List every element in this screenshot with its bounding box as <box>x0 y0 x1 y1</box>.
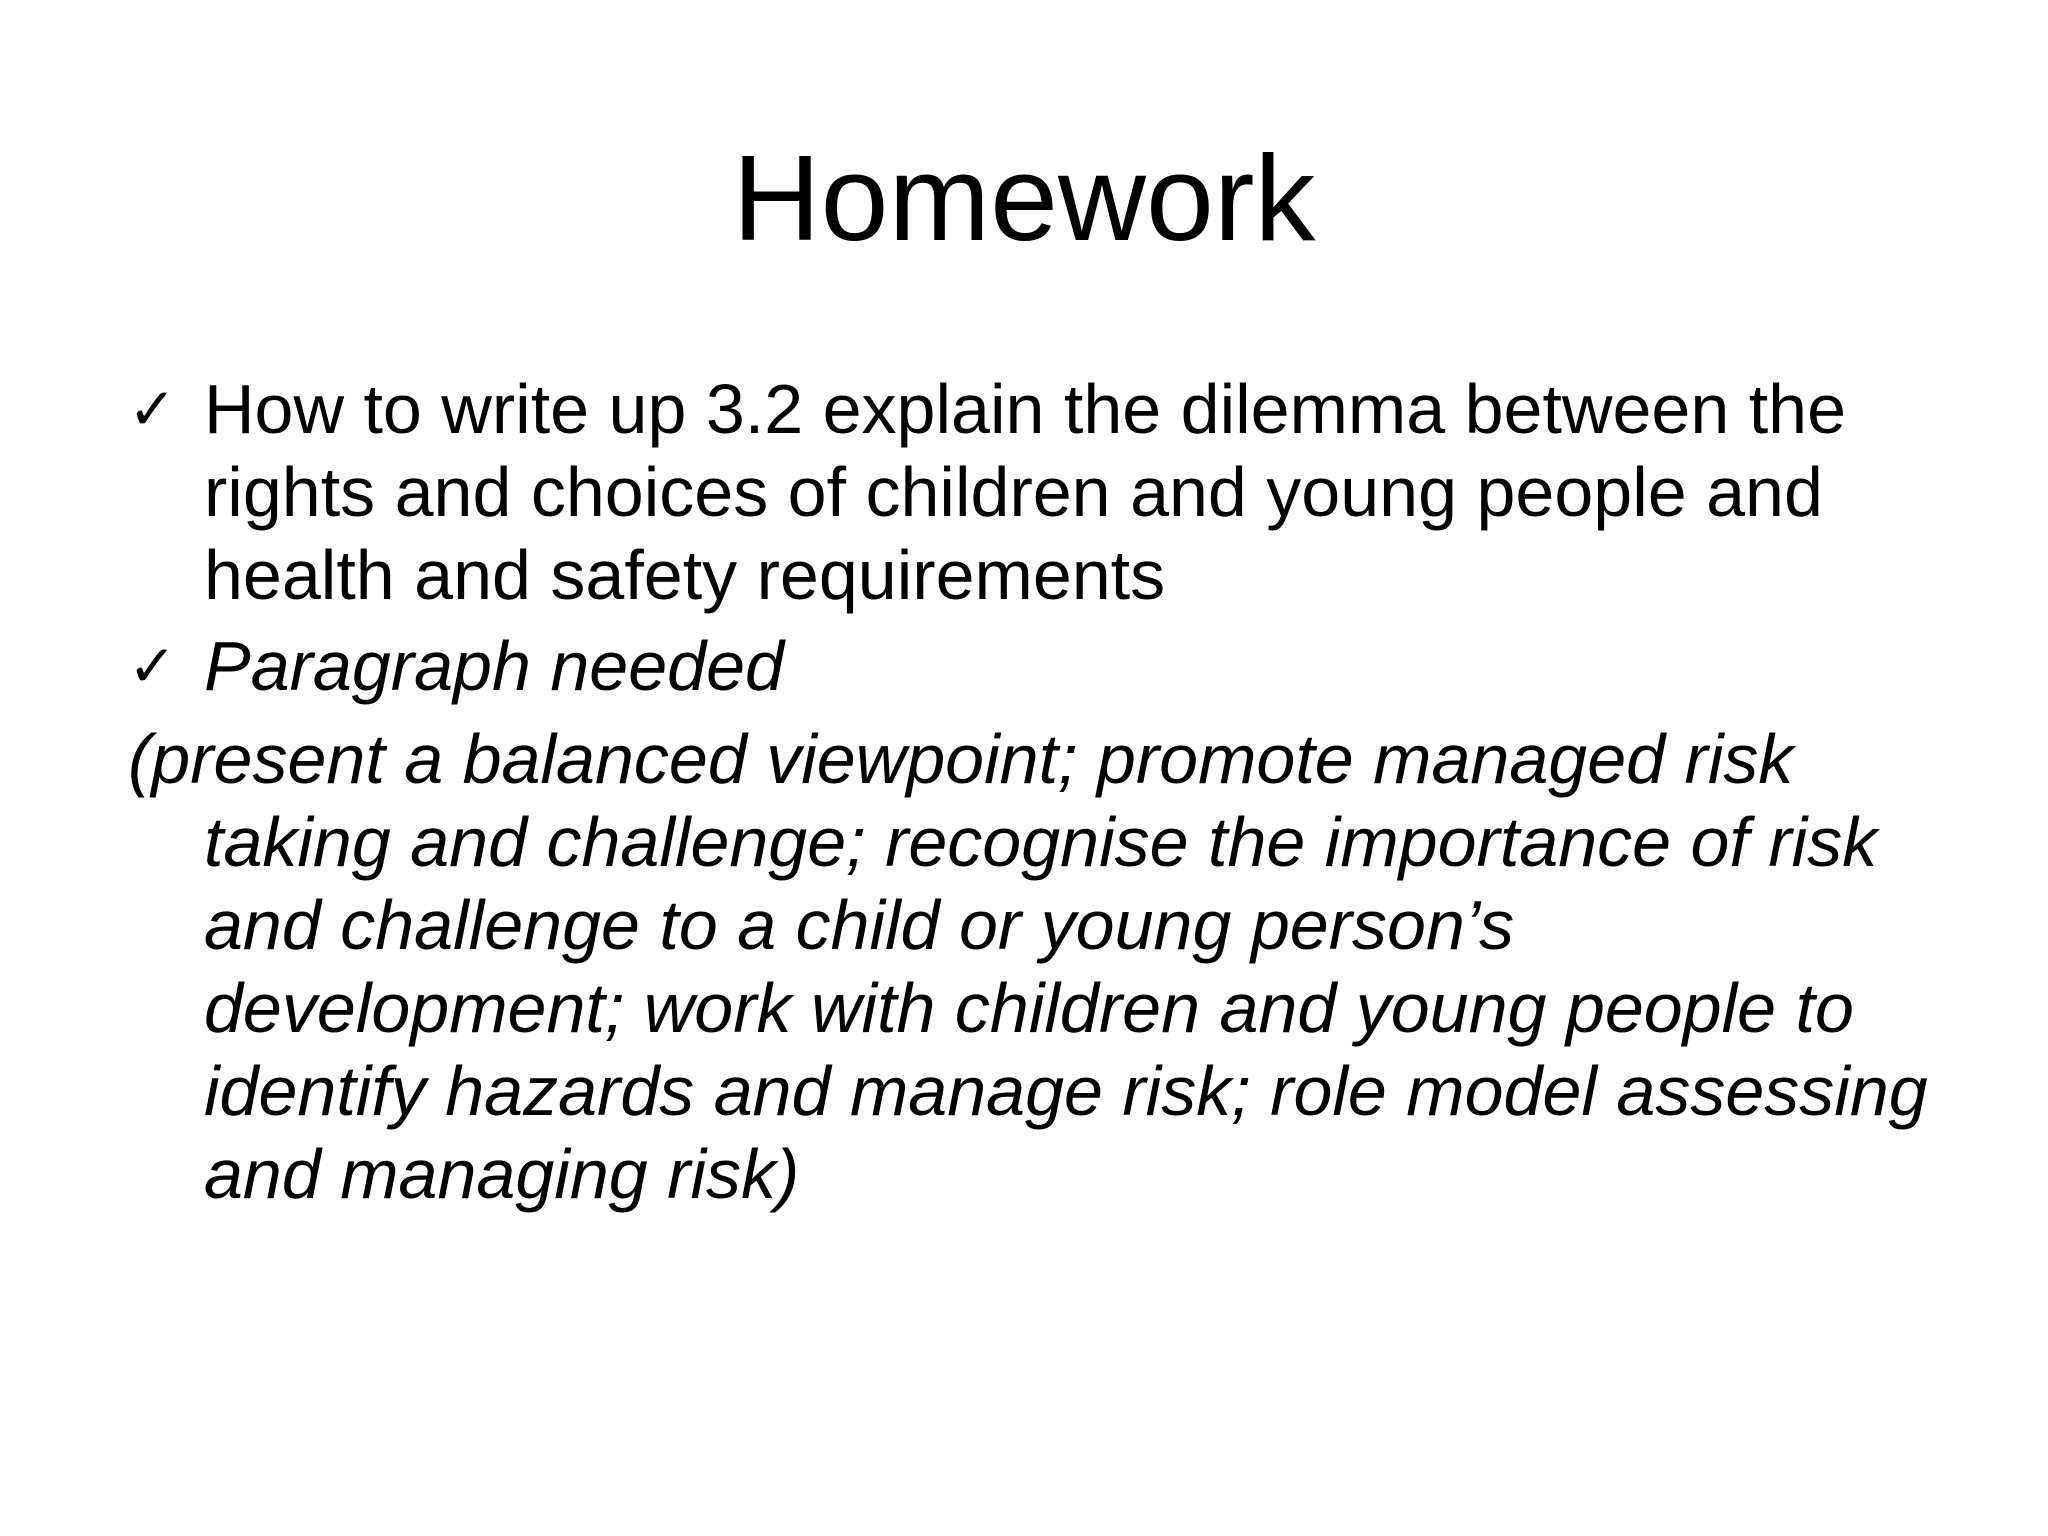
check-icon: ✓ <box>128 632 177 700</box>
bullet-text: Paragraph needed <box>204 627 784 705</box>
note-paragraph: (present a balanced viewpoint; promote managed risk taking and challenge; recognise the importance of risk and challenge to a child or young person’s development; work with children and young people to identify hazards and manage risk; role model assessing and managing risk) <box>128 720 1928 1213</box>
slide-content <box>128 368 1948 1216</box>
bullet-item <box>128 368 1948 617</box>
check-icon: ✓ <box>128 375 177 443</box>
bullet-item <box>128 625 1948 708</box>
slide-title: Homework <box>732 130 1316 266</box>
bullet-text: How to write up 3.2 explain the dilemma between the rights and choices of children and young people and health and safety requirements <box>204 370 1847 614</box>
